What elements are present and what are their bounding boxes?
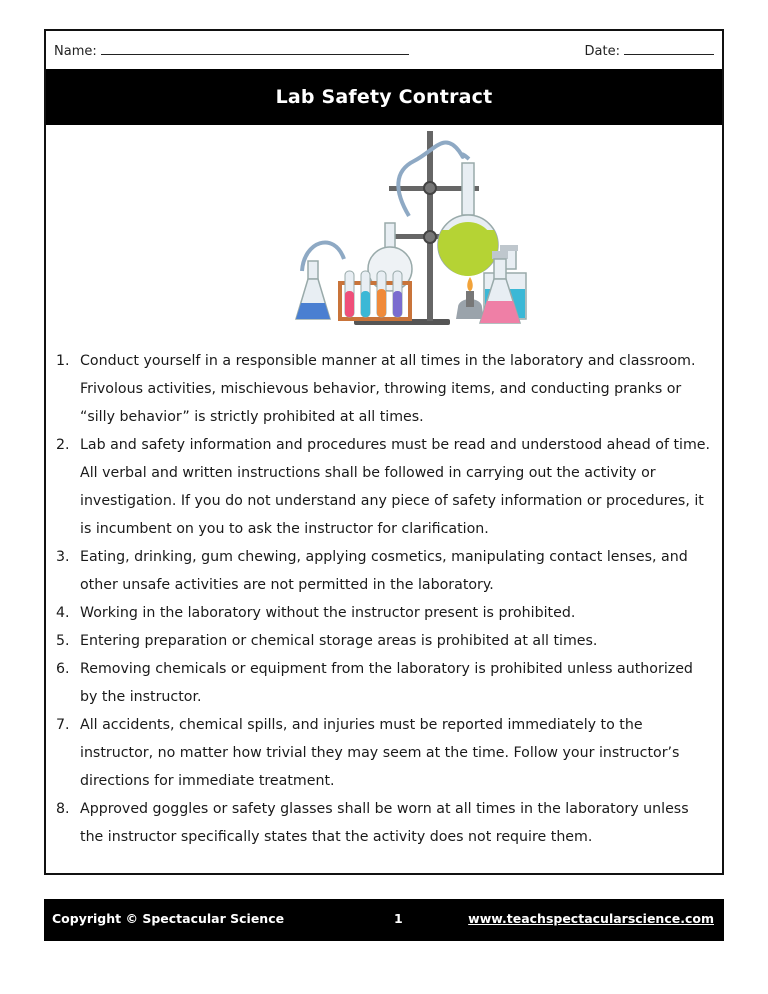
page-title: Lab Safety Contract xyxy=(275,86,493,108)
date-field[interactable] xyxy=(585,42,714,59)
worksheet-frame xyxy=(44,29,724,875)
rules-list xyxy=(46,347,722,851)
title-bar xyxy=(46,69,722,125)
rule-item-5: Entering preparation or chemical storage areas is prohibited at all times. xyxy=(80,633,598,649)
rule-item-4: Working in the laboratory without the instructor present is prohibited. xyxy=(80,605,576,621)
name-blank-line[interactable] xyxy=(101,42,409,55)
footer-copyright: Copyright © Spectacular Science xyxy=(52,911,285,926)
illustration xyxy=(46,125,722,347)
date-label: Date: xyxy=(584,44,620,59)
header-row xyxy=(46,31,722,69)
rule-item-3: Eating, drinking, gum chewing, applying cosmetics, manipulating contact lenses, and other unsafe activities are not permitted in the laboratory. xyxy=(80,549,688,593)
footer-website-link[interactable]: www.teachspectacularscience.com xyxy=(468,911,714,926)
name-field[interactable] xyxy=(54,42,409,59)
rule-item-6: Removing chemicals or equipment from the laboratory is prohibited unless authorized by the instructor. xyxy=(80,661,693,705)
rule-item-2: Lab and safety information and procedures must be read and understood ahead of time. All verbal and written instructions shall be followed in carrying out the activity or investigation. If you do not understand any piece of safety information or procedures, it is incumbent on you to ask the instructor for clarification. xyxy=(80,437,711,537)
pink-flask-icon xyxy=(476,251,524,331)
footer-page-number: 1 xyxy=(394,911,403,926)
rule-item-1: Conduct yourself in a responsible manner at all times in the laboratory and classroom. Frivolous activities, mischievous behavior, throwing items, and conducting pranks or “silly behavior” is strictly prohibited at all times. xyxy=(80,353,696,425)
rule-item-8: Approved goggles or safety glasses shall be worn at all times in the laboratory unless the instructor specifically states that the activity does not require them. xyxy=(80,801,689,845)
name-label: Name: xyxy=(54,44,97,59)
rule-item-7: All accidents, chemical spills, and injuries must be reported immediately to the instructor, no matter how trivial they may seem at the time. Follow your instructor’s directions for immediate treatment. xyxy=(80,717,680,789)
date-blank-line[interactable] xyxy=(624,42,714,55)
footer xyxy=(44,899,724,941)
